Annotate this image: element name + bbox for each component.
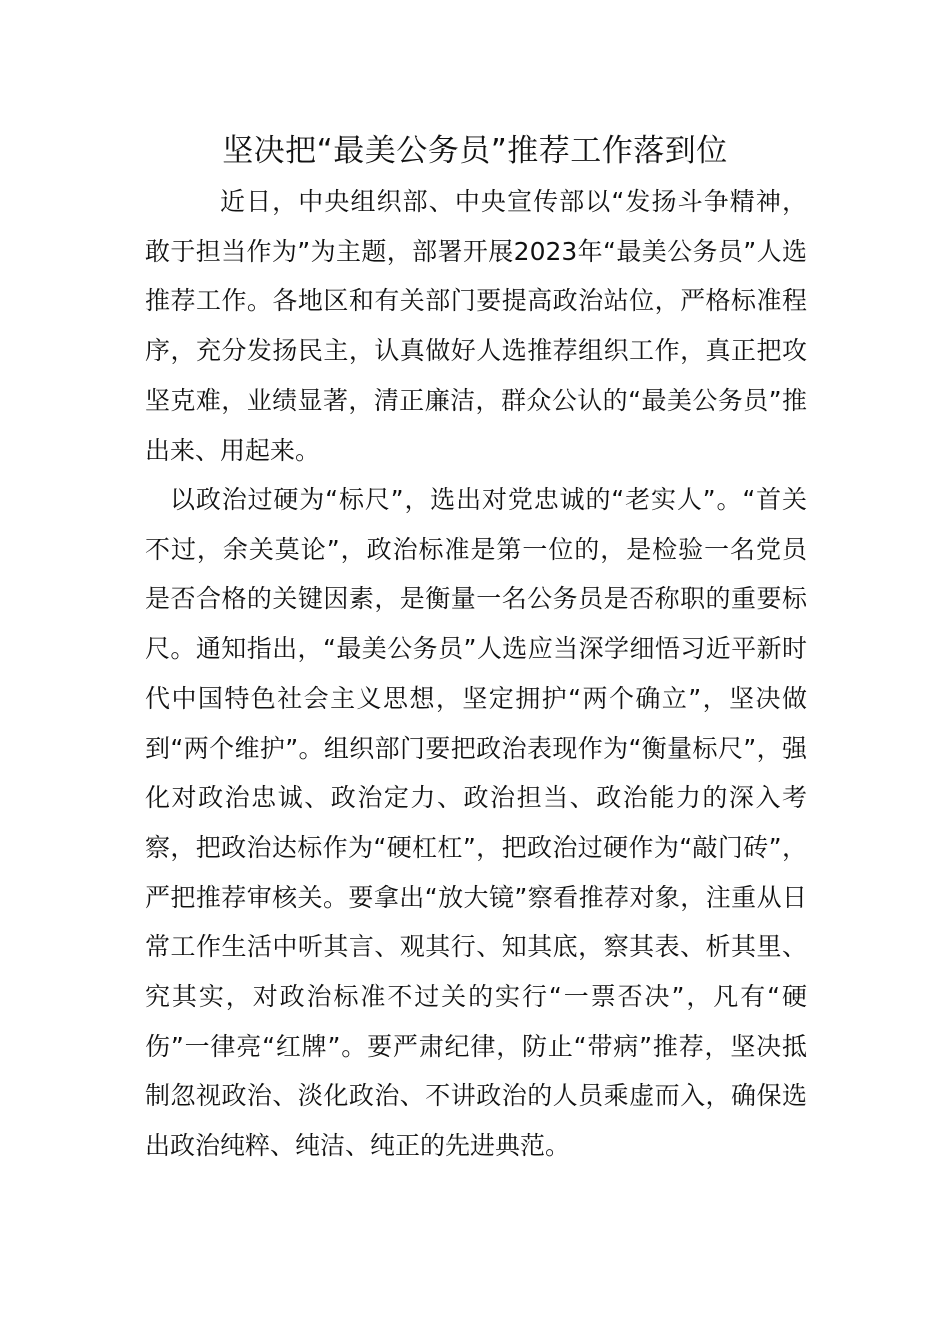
paragraph-intro: 近日，中央组织部、中央宣传部以“发扬斗争精神，敢于担当作为”为主题，部署开展2023年“最美公务员”人选推荐工作。各地区和有关部门要提高政治站位，严格标准程序，充分发扬民主，认真做好人选推荐组织工作，真正把攻坚克难，业绩显著，清正廉洁，群众公认的“最美公务员”推出来、用起来。 <box>145 187 807 465</box>
paragraph-political-standard: 以政治过硬为“标尺”，选出对党忠诚的“老实人”。“首关不过，余关莫论”，政治标准是第一位的，是检验一名党员是否合格的关键因素，是衡量一名公务员是否称职的重要标尺。通知指出，“最美公务员”人选应当深学细悟习近平新时代中国特色社会主义思想，坚定拥护“两个确立”，坚决做到“两个维护”。组织部门要把政治表现作为“衡量标尺”，强化对政治忠诚、政治定力、政治担当、政治能力的深入考察，把政治达标作为“硬杠杠”，把政治过硬作为“敲门砖”，严把推荐审核关。要拿出“放大镜”察看推荐对象，注重从日常工作生活中听其言、观其行、知其底，察其表、析其里、究其实，对政治标准不过关的实行“一票否决”，凡有“硬伤”一律亮“红牌”。要严肃纪律，防止“带病”推荐，坚决抵制忽视政治、淡化政治、不讲政治的人员乘虚而入，确保选出政治纯粹、纯洁、纯正的先进典范。 <box>145 485 807 1161</box>
document-title: 坚决把“最美公务员”推荐工作落到位 <box>222 133 728 169</box>
